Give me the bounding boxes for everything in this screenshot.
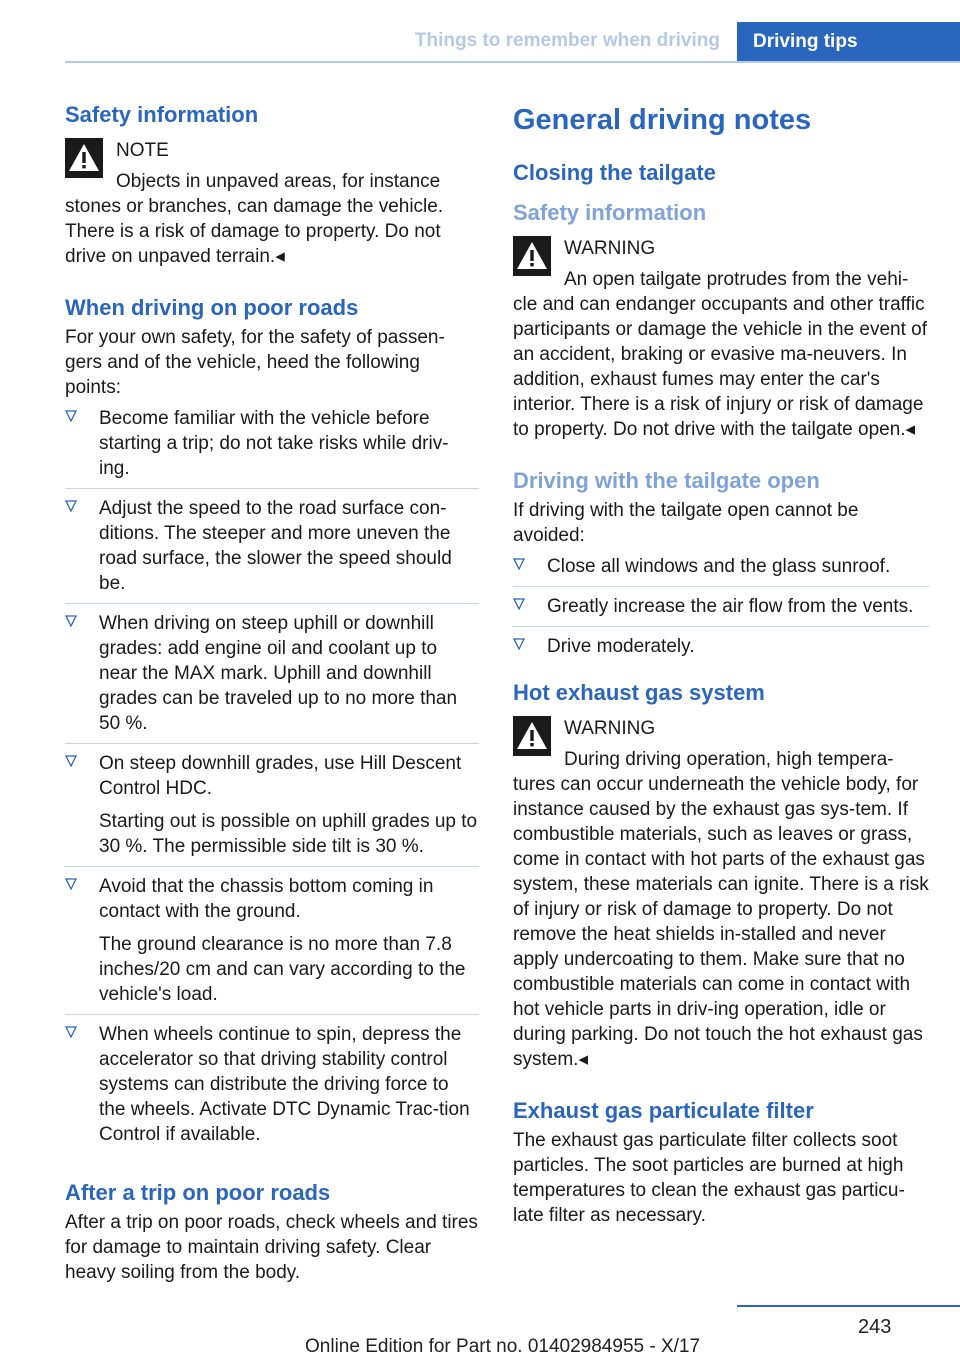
warning-body: An open tailgate protrudes from the vehi-cle and can endanger occupants and other traffic participants or damage the vehicle in the event of an accident, braking or evasive ma-neuvers. In addition, exhaust fumes may enter the car's interior. There is a risk of injury or risk of damage to property. Do not drive with the tailgate open.◂ <box>513 269 928 440</box>
warning-title: WARNING <box>564 238 656 259</box>
list-item-subtext: The ground clearance is no more than 7.8 inches/20 cm and can vary according to the vehicle's load. <box>99 934 466 1005</box>
triangle-bullet-icon <box>513 598 525 610</box>
open-tailgate-list <box>513 554 929 666</box>
list-item-text: Close all windows and the glass sunroof. <box>547 556 891 577</box>
list-item <box>65 743 479 866</box>
page-number: 243 <box>858 1316 892 1338</box>
list-item-text: Become familiar with the vehicle before starting a trip; do not take risks while driv-ing. <box>99 408 449 479</box>
edition-footer: Online Edition for Part no. 01402984955 - X/17 <box>305 1336 701 1357</box>
tailgate-heading: Closing the tailgate <box>513 160 716 185</box>
list-item <box>65 1014 479 1154</box>
warning-triangle-icon <box>513 236 551 276</box>
triangle-bullet-icon <box>65 500 77 512</box>
page-title: General driving notes <box>513 104 812 136</box>
note-notice <box>65 136 479 269</box>
header-section-title: Things to remember when driving <box>414 30 720 51</box>
exhaust-warning <box>513 714 929 1072</box>
triangle-bullet-icon <box>65 878 77 890</box>
poor-roads-list <box>65 406 479 1154</box>
left-column <box>65 100 479 1285</box>
list-item <box>65 406 479 488</box>
list-item-text: Greatly increase the air flow from the vents. <box>547 596 914 617</box>
header-chapter-tab: Driving tips <box>737 22 960 62</box>
note-body: Objects in unpaved areas, for instance stones or branches, can damage the vehicle. There is a risk of damage to property. Do not drive on unpaved terrain.◂ <box>65 171 444 267</box>
safety-info-heading: Safety information <box>65 102 259 127</box>
list-item-text: Avoid that the chassis bottom coming in contact with the ground. <box>99 876 434 922</box>
note-title: NOTE <box>116 140 169 161</box>
list-item <box>65 866 479 1014</box>
poor-roads-intro: For your own safety, for the safety of passen-gers and of the vehicle, heed the following points: <box>65 327 445 398</box>
triangle-bullet-icon <box>65 615 77 627</box>
exhaust-heading: Hot exhaust gas system <box>513 680 765 705</box>
right-column <box>513 100 929 1228</box>
filter-heading: Exhaust gas particulate filter <box>513 1098 814 1123</box>
triangle-bullet-icon <box>513 638 525 650</box>
tailgate-safety-heading: Safety information <box>513 200 707 225</box>
list-item-text: On steep downhill grades, use Hill Descent Control HDC. <box>99 753 462 799</box>
open-tailgate-heading: Driving with the tailgate open <box>513 468 820 493</box>
filter-body: The exhaust gas particulate filter collects soot particles. The soot particles are burned at high temperatures to clean the exhaust gas particu-late filter as necessary. <box>513 1130 905 1226</box>
warning-triangle-icon <box>65 138 103 178</box>
triangle-bullet-icon <box>65 1026 77 1038</box>
poor-roads-heading: When driving on poor roads <box>65 295 359 320</box>
list-item <box>513 626 929 666</box>
list-item <box>513 554 929 586</box>
header-divider <box>65 61 960 63</box>
list-item <box>513 586 929 626</box>
triangle-bullet-icon <box>65 410 77 422</box>
list-item <box>65 603 479 743</box>
footer-divider <box>737 1305 960 1307</box>
after-trip-heading: After a trip on poor roads <box>65 1180 331 1205</box>
triangle-bullet-icon <box>513 558 525 570</box>
after-trip-body: After a trip on poor roads, check wheels and tires for damage to maintain driving safety. Clear heavy soiling from the body. <box>65 1212 478 1283</box>
triangle-bullet-icon <box>65 755 77 767</box>
list-item-text: When driving on steep uphill or downhill grades: add engine oil and coolant up to near the MAX mark. Uphill and downhill grades can be traveled up to no more than 50 %. <box>99 613 458 734</box>
warning-triangle-icon <box>513 716 551 756</box>
open-tailgate-intro: If driving with the tailgate open cannot be avoided: <box>513 500 859 546</box>
warning-body: During driving operation, high tempera-tures can occur underneath the vehicle body, for instance caused by the exhaust gas sys-tem. If combustible materials, such as leaves or grass, come in contact with hot parts of the exhaust gas system, these materials can ignite. There is a risk of injury or risk of damage to property. Do not remove the heat shields in-stalled and never apply undercoating to them. Make sure that no combustible materials can come in contact with hot vehicle parts in driv-ing operation, idle or during parking. Do not touch the hot exhaust gas system.◂ <box>513 749 929 1070</box>
page-header <box>0 0 960 64</box>
list-item-text: When wheels continue to spin, depress the accelerator so that driving stability control systems can distribute the driving force to the wheels. Activate DTC Dynamic Trac-tion Control if available. <box>99 1024 470 1145</box>
list-item-text: Drive moderately. <box>547 636 695 657</box>
warning-title: WARNING <box>564 718 656 739</box>
list-item <box>65 488 479 603</box>
list-item-text: Adjust the speed to the road surface con-ditions. The steeper and more uneven the road surface, the slower the speed should be. <box>99 498 452 594</box>
tailgate-warning <box>513 234 929 442</box>
list-item-subtext: Starting out is possible on uphill grades up to 30 %. The permissible side tilt is 30 %. <box>99 811 478 857</box>
